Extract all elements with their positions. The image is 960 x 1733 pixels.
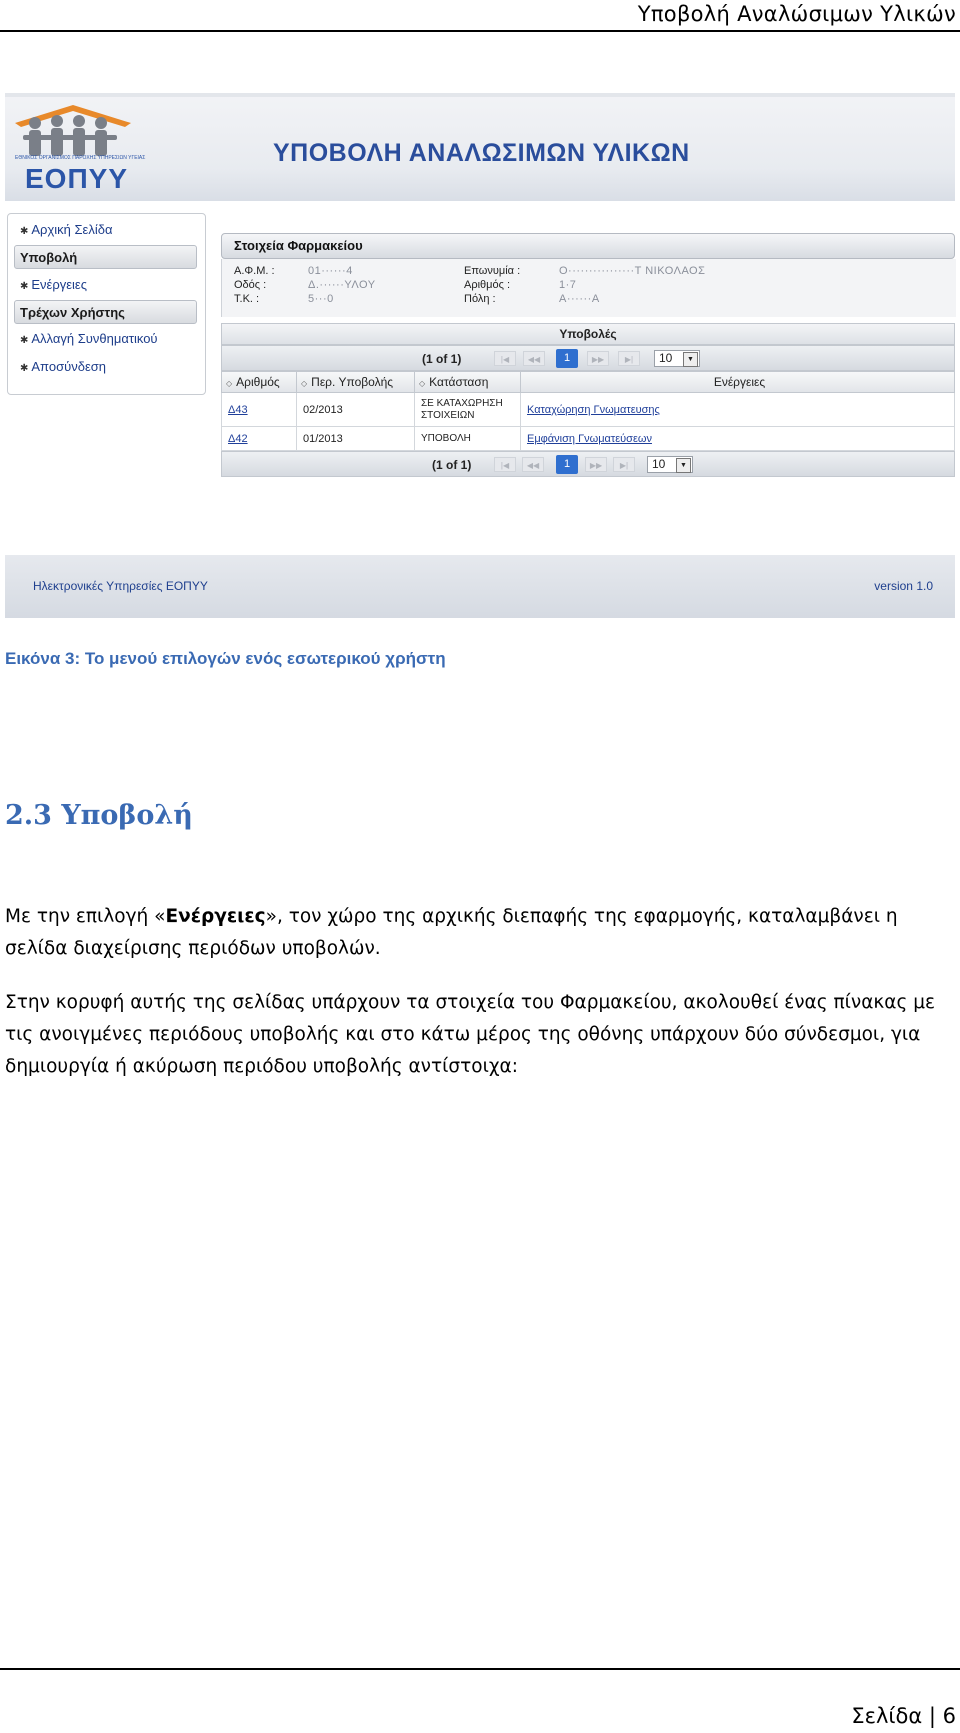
afm-value: 01······4	[308, 265, 353, 277]
pharmacy-info	[221, 259, 956, 317]
last-page-icon[interactable]: ▶|	[613, 457, 635, 472]
embedded-screenshot	[5, 93, 955, 618]
name-label: Επωνυμία :	[464, 265, 521, 277]
number-label: Αριθμός :	[464, 279, 511, 291]
gear-icon: ✱	[20, 363, 29, 374]
sidebar-section-submission: Υποβολή	[14, 245, 197, 269]
number-value: 1·7	[559, 279, 577, 291]
tk-label: Τ.Κ. :	[234, 293, 260, 305]
status-cell: ΥΠΟΒΟΛΗ	[415, 427, 521, 450]
section-title: 2.3 Υποβολή	[5, 800, 193, 831]
page-size-select[interactable]: 10 ▼	[654, 350, 700, 367]
street-label: Οδός :	[234, 279, 267, 291]
pager-info: (1 of 1)	[422, 352, 462, 366]
last-page-icon[interactable]: ▶|	[618, 351, 640, 366]
footer-rule	[0, 1668, 960, 1670]
sidebar-item-logout[interactable]: ✱ Αποσύνδεση	[20, 359, 106, 374]
current-page-button[interactable]: 1	[556, 455, 578, 474]
name-value: Ο················Τ ΝΙΚΟΛΑΟΣ	[559, 265, 706, 277]
column-header-actions: Ενέργειες	[713, 375, 766, 389]
street-value: Δ.······ΥΛΟΥ	[308, 279, 376, 291]
paragraph-1: Με την επιλογή «Ενέργειες», τον χώρο της αρχικής διεπαφής της εφαρμογής, καταλαμβάνει η σελίδα διαχείρισης περιόδων υποβολών.	[5, 906, 898, 959]
sort-icon: ◇	[301, 379, 308, 388]
gear-icon: ✱	[20, 335, 29, 346]
period-cell: 02/2013	[297, 393, 415, 426]
submission-number-link[interactable]: Δ43	[228, 403, 248, 416]
sidebar-menu	[7, 213, 206, 395]
sidebar-item-actions[interactable]: ✱ Ενέργειες	[20, 277, 87, 292]
page-header: Υποβολή Αναλώσιμων Υλικών	[637, 2, 956, 26]
chevron-down-icon: ▼	[683, 352, 698, 367]
pharmacy-info-header: Στοιχεία Φαρμακείου	[221, 233, 955, 259]
header-rule	[0, 30, 960, 32]
action-link[interactable]: Καταχώρηση Γνωματευσης	[527, 403, 660, 416]
table-row	[221, 427, 955, 451]
page-size-select[interactable]: 10 ▼	[647, 456, 693, 473]
column-header-period[interactable]: ◇ Περ. Υποβολής	[297, 372, 415, 392]
first-page-icon[interactable]: |◀	[494, 457, 516, 472]
table-row	[221, 393, 955, 427]
next-page-icon[interactable]: ▶▶	[587, 351, 609, 366]
sidebar-item-change-password[interactable]: ✱ Αλλαγή Συνθηματικού	[20, 331, 158, 346]
grid-title: Υποβολές	[221, 323, 955, 345]
app-footer-text: Ηλεκτρονικές Υπηρεσίες ΕΟΠΥΥ	[33, 579, 208, 593]
logo-small-text: ΕΘΝΙΚΟΣ ΟΡΓΑΝΙΣΜΟΣ ΠΑΡΟΧΗΣ ΥΠΗΡΕΣΙΩΝ ΥΓΕΙΑΣ	[15, 155, 146, 161]
gear-icon: ✱	[20, 226, 29, 237]
city-label: Πόλη :	[464, 293, 496, 305]
prev-page-icon[interactable]: ◀◀	[522, 457, 544, 472]
status-cell: ΣΕ ΚΑΤΑΧΩΡΗΣΗ ΣΤΟΙΧΕΙΩΝ	[415, 393, 521, 426]
table-header	[221, 371, 955, 393]
app-version: version 1.0	[874, 579, 933, 593]
app-footer	[5, 555, 955, 618]
page-number: Σελίδα | 6	[851, 1704, 956, 1728]
pager-bottom	[221, 451, 955, 477]
app-title: ΥΠΟΒΟΛΗ ΑΝΑΛΩΣΙΜΩΝ ΥΛΙΚΩΝ	[273, 139, 690, 167]
period-cell: 01/2013	[297, 427, 415, 450]
actions-emphasis: Ενέργειες	[165, 906, 266, 927]
sort-icon: ◇	[226, 379, 233, 388]
sort-icon: ◇	[419, 379, 426, 388]
next-page-icon[interactable]: ▶▶	[585, 457, 607, 472]
pager-info: (1 of 1)	[432, 458, 472, 472]
current-page-button[interactable]: 1	[556, 349, 578, 368]
figure-caption: Εικόνα 3: Το μενού επιλογών ενός εσωτερικού χρήστη	[5, 649, 446, 668]
first-page-icon[interactable]: |◀	[494, 351, 516, 366]
gear-icon: ✱	[20, 281, 29, 292]
prev-page-icon[interactable]: ◀◀	[523, 351, 545, 366]
paragraph-2: Στην κορυφή αυτής της σελίδας υπάρχουν τα στοιχεία του Φαρμακείου, ακολουθεί ένας πίνακας με τις ανοιγμένες περιόδους υποβολής και στο κάτω μέρος της οθόνης υπάρχουν δύο σύνδεσμοι, για δημιουργία ή ακύρωση περιόδου υποβολής αντίστοιχα:	[5, 992, 936, 1077]
sidebar-item-home[interactable]: ✱ Αρχική Σελίδα	[20, 222, 113, 237]
main-panel	[217, 233, 955, 585]
app-banner	[5, 93, 955, 201]
submission-number-link[interactable]: Δ42	[228, 432, 248, 445]
afm-label: Α.Φ.Μ. :	[234, 265, 275, 277]
sidebar-section-current-user: Τρέχων Χρήστης	[14, 300, 197, 324]
chevron-down-icon: ▼	[676, 458, 691, 473]
pager-top	[221, 345, 955, 371]
column-header-number[interactable]: ◇ Αριθμός	[222, 372, 297, 392]
column-header-status[interactable]: ◇ Κατάσταση	[415, 372, 521, 392]
tk-value: 5···0	[308, 293, 334, 305]
city-value: Α······Α	[559, 293, 600, 305]
action-link[interactable]: Εμφάνιση Γνωματεύσεων	[527, 432, 652, 445]
logo-text: ΕΟΠΥΥ	[25, 163, 129, 194]
